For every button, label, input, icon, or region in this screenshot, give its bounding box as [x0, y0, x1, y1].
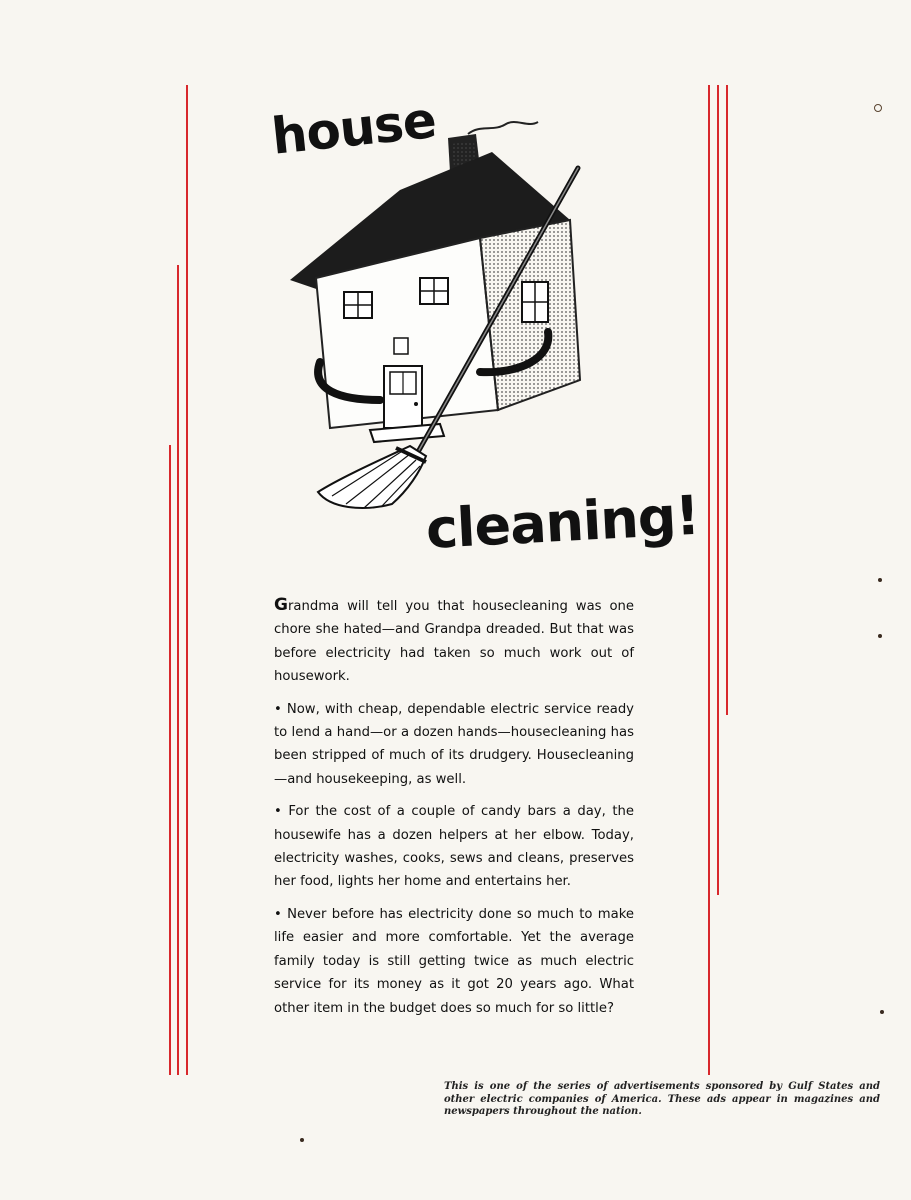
body-paragraph-1-text: randma will tell you that housecleaning was one chore she hated—and Grandpa dreaded. But that was before electricity had taken so much work out of housework.: [274, 599, 634, 685]
left-rule-2: [177, 265, 179, 1075]
paper-speck: [880, 1010, 884, 1014]
headline-house: house: [268, 90, 439, 166]
right-rule-1: [708, 85, 710, 1075]
dropcap-letter: G: [274, 595, 288, 615]
body-paragraph-4: • Never before has electricity done so much to make life easier and more comfortable. Yet the average family today is still getting twice as much electric service for its money as it got 20 years ago. What other item in the budget does so much for so little?: [274, 906, 634, 1016]
headline-cleaning: cleaning!: [424, 483, 701, 561]
body-paragraph-1: [274, 594, 634, 689]
paper-speck: [300, 1138, 304, 1142]
right-rule-2: [717, 85, 719, 895]
left-rule-1: [169, 445, 171, 1075]
sponsor-footnote: This is one of the series of advertisements sponsored by Gulf States and other electric companies of America. These ads appear in magazines and newspapers throughout the nation.: [444, 1081, 880, 1117]
paper-speck: [878, 634, 882, 638]
left-rule-3: [186, 85, 188, 1075]
paper-speck: [874, 104, 882, 112]
body-paragraph-2: • Now, with cheap, dependable electric service ready to lend a hand—or a dozen hands—housecleaning has been stripped of much of its drudgery. Housecleaning—and housekeeping, as well.: [274, 701, 634, 787]
paper-speck: [878, 578, 882, 582]
body-copy: [274, 594, 634, 1029]
right-rule-3: [726, 85, 728, 715]
house-with-broom-icon: [280, 110, 620, 530]
body-paragraph-3: • For the cost of a couple of candy bars a day, the housewife has a dozen helpers at her elbow. Today, electricity washes, cooks, sews and cleans, preserves her food, lights her home and entertains her.: [274, 804, 634, 890]
